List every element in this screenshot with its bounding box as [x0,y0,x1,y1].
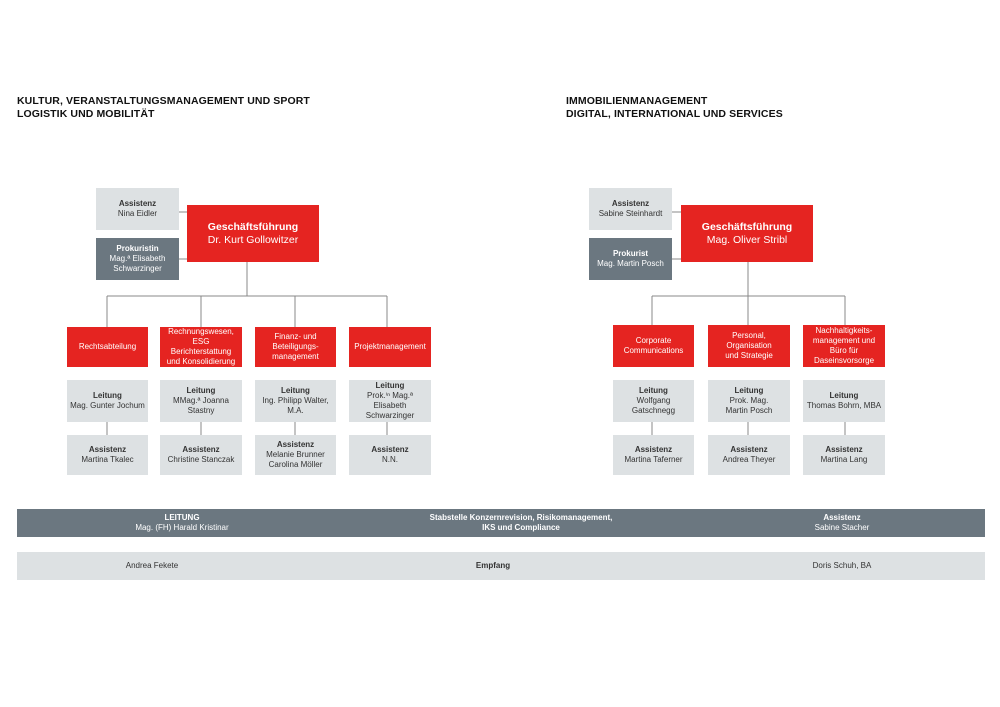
left-dept-1-lead-title: Leitung [93,391,122,400]
left-dept-3-lead-name-1: Ing. Philipp Walter, [262,396,329,405]
staff-unit-title-2: IKS und Compliance [482,523,560,532]
right-management-name: Mag. Oliver Stribl [706,233,788,246]
right-dept-3-assistant-title: Assistenz [825,445,863,454]
left-dept-1-assistant-title: Assistenz [88,445,127,454]
right-assistant-box [589,188,672,230]
right-assistant-title: Assistenz [611,199,650,208]
right-management-box [681,205,813,262]
right-heading-line-1: IMMOBILIENMANAGEMENT [566,95,708,107]
left-dept-1-assistant [67,435,148,475]
right-dept-2-assistant-title: Assistenz [730,445,768,454]
left-dept-4-lead-title: Leitung [375,381,405,390]
left-assistant-box [96,188,179,230]
left-dept-4-assistant-name: N.N. [382,455,398,464]
staff-unit-title [371,509,671,537]
left-dept-2-assistant [160,435,242,475]
left-dept-4-label: Projektmanagement [354,342,426,351]
right-procurist-box [589,238,672,280]
left-dept-3-label-3: management [272,352,319,361]
left-management-name: Dr. Kurt Gollowitzer [207,233,299,246]
left-dept-4-assistant [349,435,431,475]
reception-left [77,552,227,580]
left-dept-2-label-2: ESG Berichterstattung [170,337,232,356]
staff-lead-title: LEITUNG [164,513,200,522]
right-dept-3-lead-name: Thomas Bohrn, MBA [806,401,882,410]
right-dept-3-label-2: management und [812,336,876,345]
left-dept-3-assistant [255,435,336,475]
right-dept-1-assistant-name: Martina Taferner [624,455,683,464]
right-dept-3-label-1: Nachhaltigkeits- [815,326,873,335]
right-dept-3-assistant [803,435,885,475]
left-dept-2-lead-title: Leitung [186,386,216,395]
left-dept-4-lead-name-2: Elisabeth [373,401,407,410]
left-dept-2-assistant-title: Assistenz [182,445,220,454]
left-dept-3-label-1: Finanz- und [274,332,317,341]
left-heading-line-1: KULTUR, VERANSTALTUNGSMANAGEMENT UND SPORT [17,95,310,107]
right-dept-1-lead-title: Leitung [639,386,668,395]
right-dept-1-assistant-title: Assistenz [634,445,673,454]
reception-left-name: Andrea Fekete [125,561,179,570]
right-dept-2-label-1: Personal, [732,331,766,340]
left-management-title: Geschäftsführung [207,220,299,233]
left-dept-1-lead [67,380,148,422]
staff-assistant [777,509,907,537]
staff-unit-title-1: Stabstelle Konzernrevision, Risikomanagement, [429,513,613,522]
right-dept-1-assistant [613,435,694,475]
right-assistant-name: Sabine Steinhardt [598,209,663,218]
reception-right-name: Doris Schuh, BA [812,561,872,570]
left-procurist-name-2: Schwarzinger [113,264,162,273]
left-procurist-title: Prokuristin [116,244,159,253]
staff-assistant-name: Sabine Stacher [814,523,870,532]
right-dept-2-assistant [708,435,790,475]
staff-assistant-title: Assistenz [823,513,861,522]
right-dept-1-label-1: Corporate [635,336,672,345]
left-dept-3-assistant-title: Assistenz [276,440,315,449]
reception-right [777,552,907,580]
right-dept-3-label-4: Daseinsvorsorge [813,356,875,365]
right-dept-1-label-2: Communications [623,346,684,355]
left-dept-4-lead [349,380,431,422]
right-dept-2-label-2: Organisation [726,341,772,350]
left-dept-2 [160,327,242,367]
left-dept-1 [67,327,148,367]
reception-title-text: Empfang [475,561,511,570]
left-dept-3-lead-title: Leitung [281,386,310,395]
right-dept-3-lead [803,380,885,422]
right-heading-line-2: DIGITAL, INTERNATIONAL UND SERVICES [566,108,783,120]
right-dept-2-lead-name-1: Prok. Mag. [729,396,769,405]
left-dept-4 [349,327,431,367]
left-dept-3-assistant-name-2: Carolina Möller [268,460,323,469]
right-dept-3 [803,325,885,367]
left-assistant-name: Nina Eidler [117,209,158,218]
right-dept-2-lead [708,380,790,422]
left-dept-1-label: Rechtsabteilung [78,342,137,351]
left-dept-4-assistant-title: Assistenz [371,445,409,454]
left-procurist-name-1: Mag.ª Elisabeth [109,254,166,263]
left-dept-2-lead [160,380,242,422]
left-assistant-title: Assistenz [118,199,157,208]
left-dept-4-lead-name-1: Prok.ⁱⁿ Mag.ª [367,391,413,400]
staff-lead [77,509,287,537]
right-dept-2-lead-title: Leitung [734,386,764,395]
right-dept-2-assistant-name: Andrea Theyer [722,455,776,464]
right-procurist-name: Mag. Martin Posch [597,259,664,268]
reception-bar [17,552,985,580]
left-dept-2-label-3: und Konsolidierung [166,357,236,366]
staff-lead-name: Mag. (FH) Harald Kristinar [135,523,229,532]
right-procurist-title: Prokurist [612,249,649,258]
left-dept-2-lead-name-1: MMag.ª Joanna [173,396,229,405]
left-dept-3-assistant-name-1: Melanie Brunner [266,450,325,459]
left-dept-3-lead [255,380,336,422]
left-dept-2-lead-name-2: Stastny [187,406,215,415]
right-dept-3-assistant-name: Martina Lang [820,455,868,464]
left-dept-3 [255,327,336,367]
right-dept-3-lead-title: Leitung [829,391,859,400]
left-dept-2-assistant-name: Christine Stanczak [167,455,235,464]
left-dept-2-label-1: Rechnungswesen, [168,327,234,336]
left-dept-4-lead-name-3: Schwarzinger [365,411,415,420]
left-management-box [187,205,319,262]
right-dept-1-lead [613,380,694,422]
left-dept-3-lead-name-2: M.A. [287,406,304,415]
right-dept-2-lead-name-2: Martin Posch [725,406,773,415]
right-dept-3-label-3: Büro für [829,346,859,355]
left-heading-line-2: LOGISTIK UND MOBILITÄT [17,108,155,120]
right-dept-2 [708,325,790,367]
right-dept-1-lead-name-2: Gatschnegg [631,406,676,415]
left-procurist-box [96,238,179,280]
staff-unit-bar [17,509,985,537]
right-dept-1-lead-name-1: Wolfgang [636,396,671,405]
left-dept-3-label-2: Beteiligungs- [272,342,319,351]
left-dept-1-assistant-name: Martina Tkalec [81,455,134,464]
left-dept-1-lead-name: Mag. Gunter Jochum [70,401,145,410]
right-management-title: Geschäftsführung [701,220,793,233]
reception-title [443,552,543,580]
right-dept-1 [613,325,694,367]
right-dept-2-label-3: und Strategie [725,351,773,360]
